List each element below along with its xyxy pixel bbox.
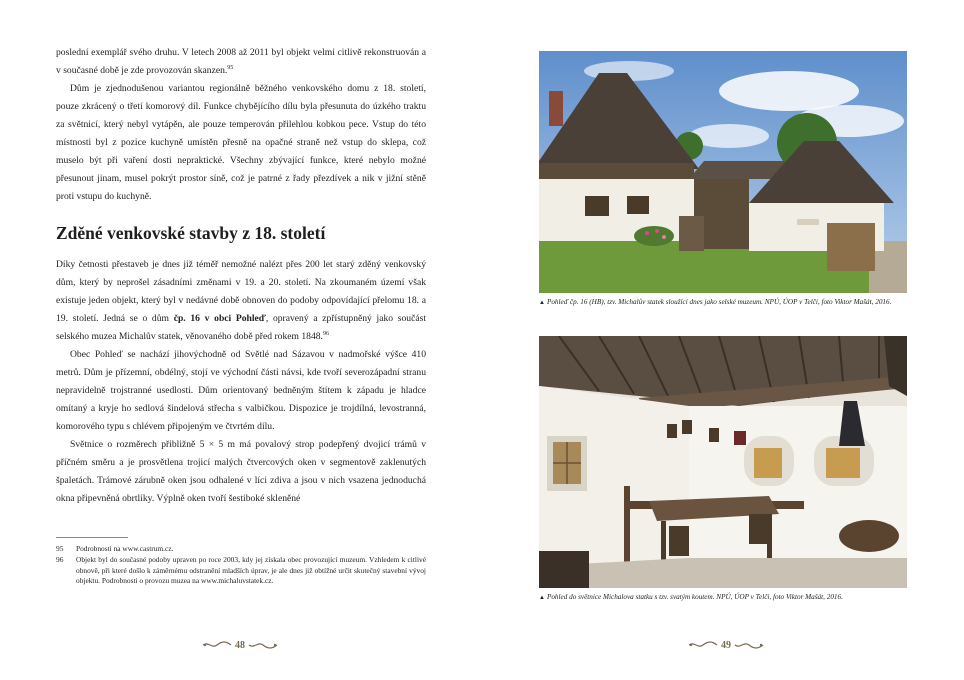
footnotes	[56, 544, 426, 588]
page-number: 48	[235, 639, 245, 651]
footnote	[56, 544, 426, 554]
page-number-left	[170, 637, 310, 653]
body-text	[56, 44, 426, 508]
footnote-ref[interactable]: 95	[227, 65, 234, 71]
interior-photo-icon	[539, 336, 907, 588]
photo-farmhouse-exterior	[539, 51, 907, 293]
ornament-right-icon	[734, 640, 764, 650]
paragraph: Obec Pohleď se nachází jihovýchodně od Světlé nad Sázavou v nadmořské výšce 410 metrů. Dům je přízemní, obdélný, stojí ve východní části návsi, kde tvoří severozápadní stranu nepravidelně trojstranné usedlosti. Dům orientovaný bedněným štítem k západu je hladce omítaný a kryje ho sedlová šindelová střecha s valbičkou. Dispozice je trojdílná, levostranná, komorového typu s chlévem připojeným ve čtvrtém dílu.	[56, 349, 426, 432]
footnote	[56, 555, 426, 586]
paragraph: Světnice o rozměrech přibližně 5 × 5 m má povalový strop podepřený dvojicí trámů v příčném směru a je prosvětlena trojicí malých čtvercových oken v segmentově zaklenutých špaletách. Trámové zárubně oken jsou odhalené v líci zdiva a jsou v nich vsazena jednoduchá okna připevněná obrtlíky. Výplně oken tvoří šestiboké skleněné	[56, 439, 426, 504]
right-page	[482, 0, 964, 680]
caption-marker-icon: ▲	[539, 595, 545, 601]
ornament-right-icon	[248, 640, 278, 650]
ornament-left-icon	[688, 640, 718, 650]
footnote-divider	[56, 537, 128, 538]
photo-caption: ▲ Pohleď čp. 16 (HB), tzv. Michalův statek sloužící dnes jako selské muzeum. NPÚ, ÚOP v Telči, foto Viktor Mašát, 2016.	[539, 298, 892, 306]
footnote-text: Podrobnosti na www.castrum.cz.	[76, 544, 174, 553]
footnote-ref[interactable]: 96	[322, 331, 329, 337]
section-heading: Zděné venkovské stavby z 18. století	[56, 223, 326, 243]
photo-room-interior	[539, 336, 907, 588]
paragraph: Díky četnosti přestaveb je dnes již téměř nemožné nalézt přes 200 let starý zděný venkovský dům, který by neprošel zásadními změnami v 19. a 20. století. Na zkoumaném území však existuje jeden objekt, který byl v nedávné době obnoven do podoby odpovídající přelomu 18. a 19. století. Jedná se o dům čp. 16 v obci Pohleď, opravený a zpřístupněný jako součást selského muzea Michalův statek, věnovaného době před rokem 1848.96	[56, 259, 426, 342]
footnote-number: 95	[56, 544, 64, 553]
ornament-left-icon	[202, 640, 232, 650]
photo-caption: ▲ Pohled do světnice Michalova statku s tzv. svatým koutem. NPÚ, ÚOP v Telči, foto Viktor Mašát, 2016.	[539, 593, 843, 601]
farmhouse-photo-icon	[539, 51, 907, 293]
footnote-text: Objekt byl do současné podoby upraven po roce 2003, kdy jej získala obec provozující muzeum. Vzhledem k citlivé obnově, při které došlo k záměrnému odstranění mladších úprav, je ale dnes již obtížné určit skutečný stavební vývoj objektu. Podrobnosti o provozu muzea na www.michaluvstatek.cz.	[76, 555, 426, 586]
caption-marker-icon: ▲	[539, 300, 545, 306]
page-number: 49	[721, 639, 731, 651]
paragraph: poslední exemplář svého druhu. V letech 2008 až 2011 byl objekt velmi citlivě rekonstruován a v současné době je zde provozován skanzen.$^{95}$	[56, 47, 426, 76]
page-number-right	[656, 637, 796, 653]
paragraph: Dům je zjednodušenou variantou regionálně běžného venkovského domu z 18. století, pouze zkrácený o třetí komorový díl. Funkce chybějícího dílu byla přesunuta do úzkého traktu za světnicí, který nebyl vytápěn, ale pouze temperován přilehlou kobkou pece. Vstup do této místnosti byl z pozice kuchyně umístěn přesně na opačné straně než vstup do sklepa, což muselo být při vaření dosti nepraktické. Všechny zbývající funkce, které nebylo možné přesunout jinam, musel pokrýt prostor síně, což je patrné z řady přezdívek a nik v jižní stěně proti vstupu do kuchyně.	[56, 83, 426, 202]
emphasis: čp. 16 v obci Pohleď	[173, 313, 266, 324]
footnote-number: 96	[56, 555, 64, 565]
